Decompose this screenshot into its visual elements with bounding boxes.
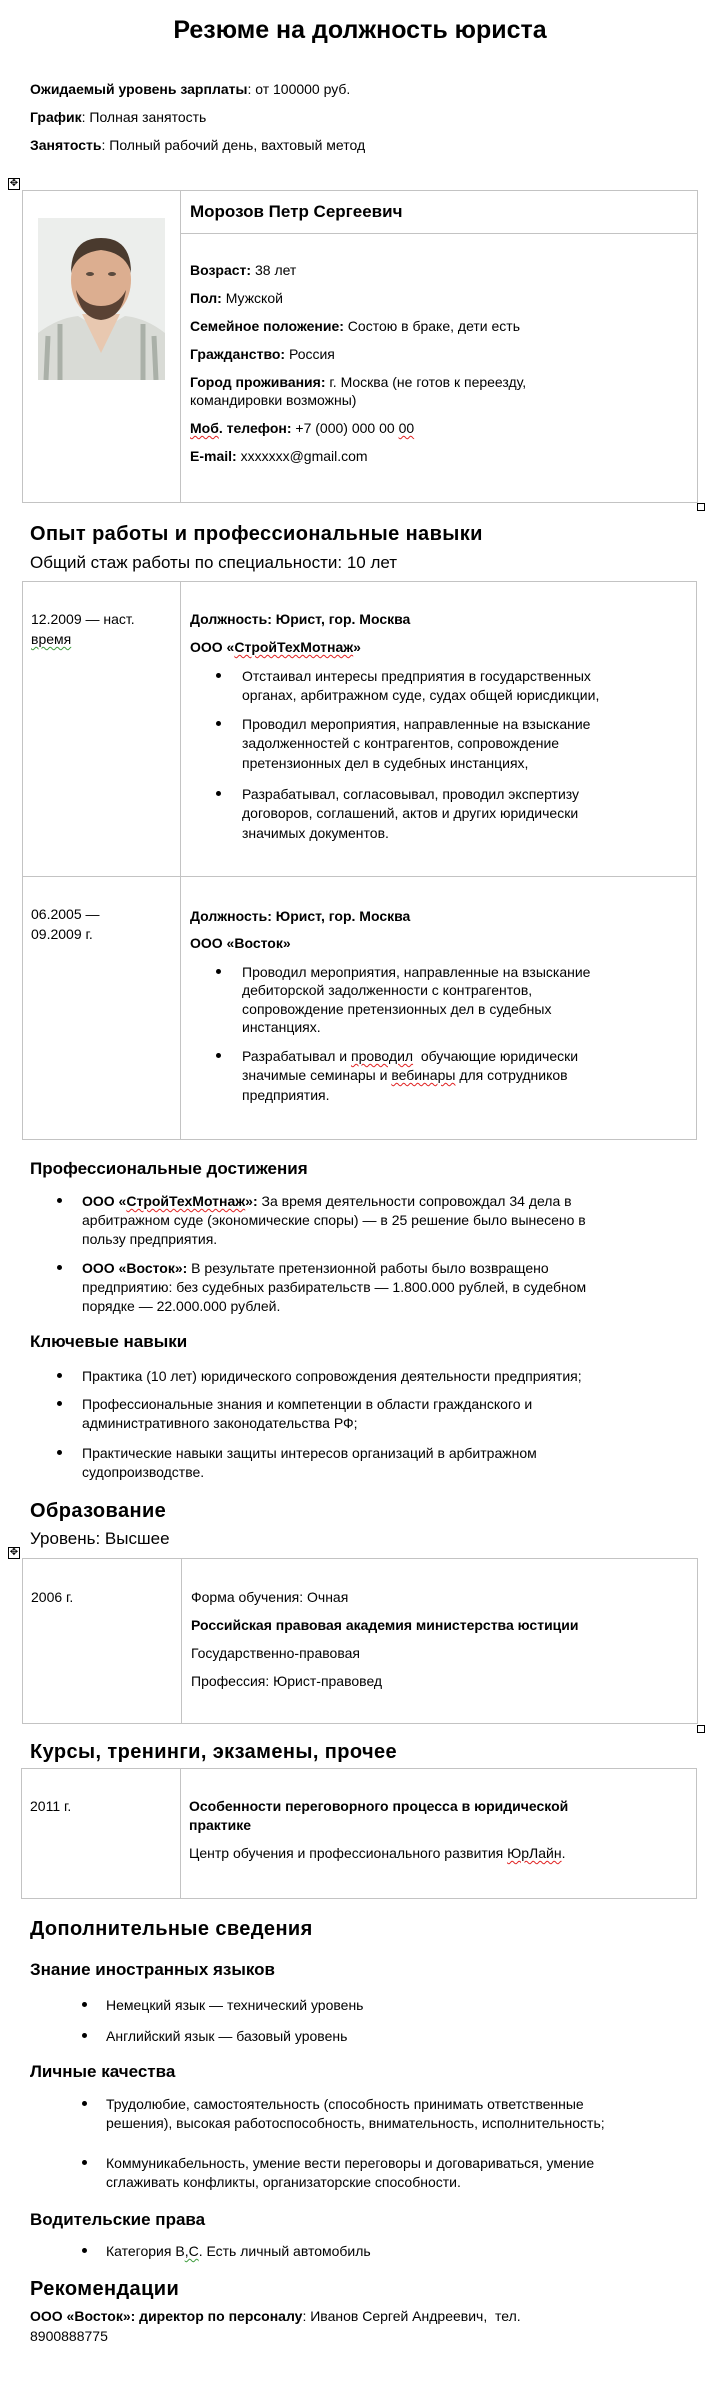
courses-table bbox=[21, 1768, 697, 1899]
duty-text: для сотрудников bbox=[455, 1067, 568, 1083]
employment-value: : Полный рабочий день, вахтовый метод bbox=[101, 137, 366, 153]
label-prefix: ООО « bbox=[82, 1193, 127, 1209]
marital-label: Семейное положение: bbox=[190, 318, 344, 334]
job-1-date-end-text: время bbox=[31, 631, 72, 647]
bullet-icon bbox=[82, 2160, 87, 2165]
schedule-label: График bbox=[30, 109, 82, 125]
job-2-company: ООО «Восток» bbox=[190, 935, 291, 951]
job-1-duty-2-line-2: задолженностей с контрагентов, сопровождение bbox=[242, 735, 560, 751]
education-institution: Российская правовая академия министерства юстиции bbox=[191, 1617, 579, 1633]
age-value: 38 лет bbox=[251, 262, 297, 278]
languages-heading: Знание иностранных языков bbox=[30, 1960, 276, 1979]
achievement-2-line-1 bbox=[82, 1259, 549, 1277]
table-resize-handle-icon[interactable] bbox=[697, 503, 705, 511]
skill-2-line-2: административного законодательства РФ; bbox=[82, 1415, 358, 1431]
skill-2-line-1: Профессиональные знания и компетенции в области гражданского и bbox=[82, 1396, 533, 1412]
experience-total: Общий стаж работы по специальности: 10 лет bbox=[30, 553, 398, 572]
candidate-name: Морозов Петр Сергеевич bbox=[190, 202, 403, 221]
bullet-icon bbox=[57, 1450, 62, 1455]
age-label: Возраст: bbox=[190, 262, 252, 278]
quality-2-line-1: Коммуникабельность, умение вести переговоры и договариваться, умение bbox=[106, 2155, 595, 2171]
column-divider bbox=[180, 1769, 181, 1898]
skill-3-line-2: судопроизводстве. bbox=[82, 1464, 205, 1480]
email-value[interactable]: xxxxxxx@gmail.com bbox=[236, 448, 368, 464]
bullet-icon bbox=[82, 2248, 87, 2253]
schedule-line bbox=[30, 108, 206, 126]
bullet-icon bbox=[216, 673, 221, 678]
job-1-position: Должность: Юрист, гор. Москва bbox=[190, 611, 411, 627]
column-divider bbox=[180, 191, 181, 502]
course-title-line-2: практике bbox=[189, 1817, 252, 1833]
bullet-icon bbox=[57, 1265, 62, 1270]
marital-value: Состою в браке, дети есть bbox=[343, 318, 521, 334]
achievement-1-line-1 bbox=[82, 1192, 572, 1210]
table-move-handle-icon[interactable]: ✥ bbox=[9, 1547, 19, 1558]
company-suffix: » bbox=[353, 639, 361, 655]
job-2-duty-1-line-1: Проводил мероприятия, направленные на взыскание bbox=[242, 964, 591, 980]
column-divider bbox=[180, 582, 181, 1139]
phone-label-rest: . телефон: bbox=[218, 420, 292, 436]
course-title-line-1: Особенности переговорного процесса в юридической bbox=[189, 1798, 569, 1814]
table-move-handle-icon[interactable]: ✥ bbox=[9, 178, 19, 189]
bullet-icon bbox=[216, 791, 221, 796]
bullet-icon bbox=[216, 1053, 221, 1058]
org-name: ЮрЛайн bbox=[507, 1845, 562, 1861]
courses-heading: Курсы, тренинги, экзамены, прочее bbox=[30, 1741, 398, 1763]
achievement-2-label: ООО «Восток»: bbox=[82, 1260, 188, 1276]
table-resize-handle-icon[interactable] bbox=[697, 1725, 705, 1733]
bullet-icon bbox=[57, 1373, 62, 1378]
gender-label: Пол: bbox=[190, 290, 222, 306]
license-categories: ,С bbox=[184, 2243, 199, 2259]
company-prefix: ООО « bbox=[190, 639, 235, 655]
bullet-icon bbox=[216, 721, 221, 726]
phone-label-spellcheck: Моб bbox=[190, 420, 219, 436]
job-2-duty-2-line-2 bbox=[242, 1066, 568, 1084]
job-1-duty-3-line-2: договоров, соглашений, актов и других юридически bbox=[242, 805, 579, 821]
skills-heading: Ключевые навыки bbox=[30, 1332, 188, 1351]
job-2-duty-1-line-2: дебиторской задолженности с контрагентов, bbox=[242, 982, 533, 998]
city-line-2: командировки возможны) bbox=[190, 392, 357, 408]
license-heading: Водительские права bbox=[30, 2210, 206, 2229]
city-line bbox=[190, 373, 526, 391]
schedule-value: : Полная занятость bbox=[81, 109, 207, 125]
job-2-duty-2-line-1 bbox=[242, 1047, 578, 1065]
language-item: Английский язык — базовый уровень bbox=[106, 2028, 348, 2044]
row-divider bbox=[23, 876, 696, 877]
org-text: Центр обучения и профессионального развития bbox=[189, 1845, 508, 1861]
duty-text-spellcheck: вебинары bbox=[391, 1067, 456, 1083]
education-table bbox=[22, 1558, 698, 1724]
label-name: СтройТехМотнаж bbox=[126, 1193, 246, 1209]
salary-label: Ожидаемый уровень зарплаты bbox=[30, 81, 248, 97]
label-suffix: »: bbox=[245, 1193, 258, 1209]
quality-1-line-2: решения), высокая работоспособность, внимательность, исполнительность; bbox=[106, 2115, 605, 2131]
duty-text: обучающие юридически bbox=[413, 1048, 579, 1064]
phone-value: +7 (000) 000 00 bbox=[291, 420, 399, 436]
duty-text: Разрабатывал и bbox=[242, 1048, 351, 1064]
profile-photo bbox=[38, 218, 165, 380]
bullet-icon bbox=[82, 2002, 87, 2007]
citizenship-value: Россия bbox=[285, 346, 335, 362]
education-form: Форма обучения: Очная bbox=[191, 1589, 349, 1605]
bullet-icon bbox=[57, 1401, 62, 1406]
license-text: Категория В bbox=[106, 2243, 185, 2259]
company-name: СтройТехМотнаж bbox=[234, 639, 354, 655]
phone-value-end: 00 bbox=[398, 420, 415, 436]
job-2-date-end: 09.2009 г. bbox=[31, 926, 93, 942]
gender-value: Мужской bbox=[221, 290, 283, 306]
language-item: Немецкий язык — технический уровень bbox=[106, 1997, 364, 2013]
job-2-duty-2-line-3: предприятия. bbox=[242, 1087, 330, 1103]
recommendation-phone: 8900888775 bbox=[30, 2328, 108, 2344]
job-1-date bbox=[31, 610, 135, 628]
achievement-1-line-2: арбитражном суде (экономические споры) — в 25 решение было вынесено в bbox=[82, 1212, 586, 1228]
employment-line bbox=[30, 136, 365, 154]
email-label: E-mail: bbox=[190, 448, 237, 464]
org-end: . bbox=[561, 1845, 566, 1861]
bullet-icon bbox=[216, 969, 221, 974]
education-level: Уровень: Высшее bbox=[30, 1529, 170, 1548]
bullet-icon bbox=[57, 1198, 62, 1203]
achievements-heading: Профессиональные достижения bbox=[30, 1159, 308, 1178]
additional-heading: Дополнительные сведения bbox=[30, 1918, 313, 1940]
license-item bbox=[106, 2242, 371, 2260]
job-1-duty-1-line-1: Отстаивал интересы предприятия в государственных bbox=[242, 668, 591, 684]
course-year: 2011 г. bbox=[30, 1798, 72, 1814]
citizenship-label: Гражданство: bbox=[190, 346, 286, 362]
license-text: . Есть личный автомобиль bbox=[198, 2243, 371, 2259]
recommendation-value: : Иванов Сергей Андреевич, тел. bbox=[302, 2308, 521, 2324]
email-line bbox=[190, 447, 368, 465]
recommendation-label: ООО «Восток»: директор по персоналу bbox=[30, 2308, 303, 2324]
person-portrait-icon bbox=[38, 218, 165, 380]
quality-2-line-2: сглаживать конфликты, организаторские способности. bbox=[106, 2174, 461, 2190]
job-1-duty-3-line-1: Разрабатывал, согласовывал, проводил экспертизу bbox=[242, 786, 580, 802]
marital-line bbox=[190, 317, 520, 335]
job-2-date-start: 06.2005 — bbox=[31, 906, 100, 922]
column-divider bbox=[181, 1559, 182, 1723]
job-2-duty-1-line-3: сопровождение претензионных дел в судебных bbox=[242, 1001, 552, 1017]
gender-line bbox=[190, 289, 283, 307]
job-1-date-end bbox=[31, 630, 71, 648]
bullet-icon bbox=[82, 2101, 87, 2106]
achievement-text: В результате претензионной работы было возвращено bbox=[187, 1260, 549, 1276]
duty-text: значимые семинары и bbox=[242, 1067, 392, 1083]
education-profession: Профессия: Юрист-правовед bbox=[191, 1673, 383, 1689]
phone-line bbox=[190, 419, 414, 437]
achievement-2-line-3: порядке — 22.000.000 рублей. bbox=[82, 1298, 281, 1314]
citizenship-line bbox=[190, 345, 335, 363]
recommendations-heading: Рекомендации bbox=[30, 2278, 180, 2300]
employment-label: Занятость bbox=[30, 137, 102, 153]
education-year: 2006 г. bbox=[31, 1589, 74, 1605]
education-heading: Образование bbox=[30, 1500, 167, 1522]
experience-heading: Опыт работы и профессиональные навыки bbox=[30, 523, 483, 545]
job-1-duty-1-line-2: органах, арбитражном суде, судах общей юрисдикции, bbox=[242, 687, 600, 703]
quality-1-line-1: Трудолюбие, самостоятельность (способность принимать ответственные bbox=[106, 2096, 584, 2112]
job-1-duty-3-line-3: значимых документов. bbox=[242, 825, 389, 841]
duty-text-spellcheck: проводил bbox=[350, 1048, 414, 1064]
phone-label bbox=[190, 420, 292, 436]
job-1-duty-2-line-1: Проводил мероприятия, направленные на взыскание bbox=[242, 716, 591, 732]
page-title: Резюме на должность юриста bbox=[173, 16, 547, 44]
bullet-icon bbox=[82, 2033, 87, 2038]
course-organization bbox=[189, 1844, 565, 1862]
city-label: Город проживания: bbox=[190, 374, 326, 390]
skill-3-line-1: Практические навыки защиты интересов организаций в арбитражном bbox=[82, 1445, 537, 1461]
qualities-heading: Личные качества bbox=[30, 2062, 176, 2081]
recommendation-line bbox=[30, 2307, 521, 2325]
achievement-1-line-3: пользу предприятия. bbox=[82, 1231, 218, 1247]
age-line bbox=[190, 261, 296, 279]
job-1-date-start: 12.2009 — наст. bbox=[31, 611, 135, 627]
city-value: г. Москва (не готов к переезду, bbox=[325, 374, 527, 390]
job-1-company bbox=[190, 638, 361, 656]
achievement-2-line-2: предприятию: без судебных разбирательств — 1.800.000 рублей, в судебном bbox=[82, 1279, 587, 1295]
skill-1-line-1: Практика (10 лет) юридического сопровождения деятельности предприятия; bbox=[82, 1368, 582, 1384]
job-1-duty-2-line-3: претензионных дел в судебных инстанциях, bbox=[242, 755, 529, 771]
achievement-text: За время деятельности сопровождал 34 дела в bbox=[257, 1193, 572, 1209]
job-2-position: Должность: Юрист, гор. Москва bbox=[190, 908, 411, 924]
achievement-1-label bbox=[82, 1193, 258, 1209]
row-divider bbox=[180, 233, 697, 234]
education-faculty: Государственно-правовая bbox=[191, 1645, 360, 1661]
salary-line bbox=[30, 80, 350, 98]
job-2-duty-1-line-4: инстанциях. bbox=[242, 1019, 321, 1035]
salary-value: : от 100000 руб. bbox=[247, 81, 351, 97]
